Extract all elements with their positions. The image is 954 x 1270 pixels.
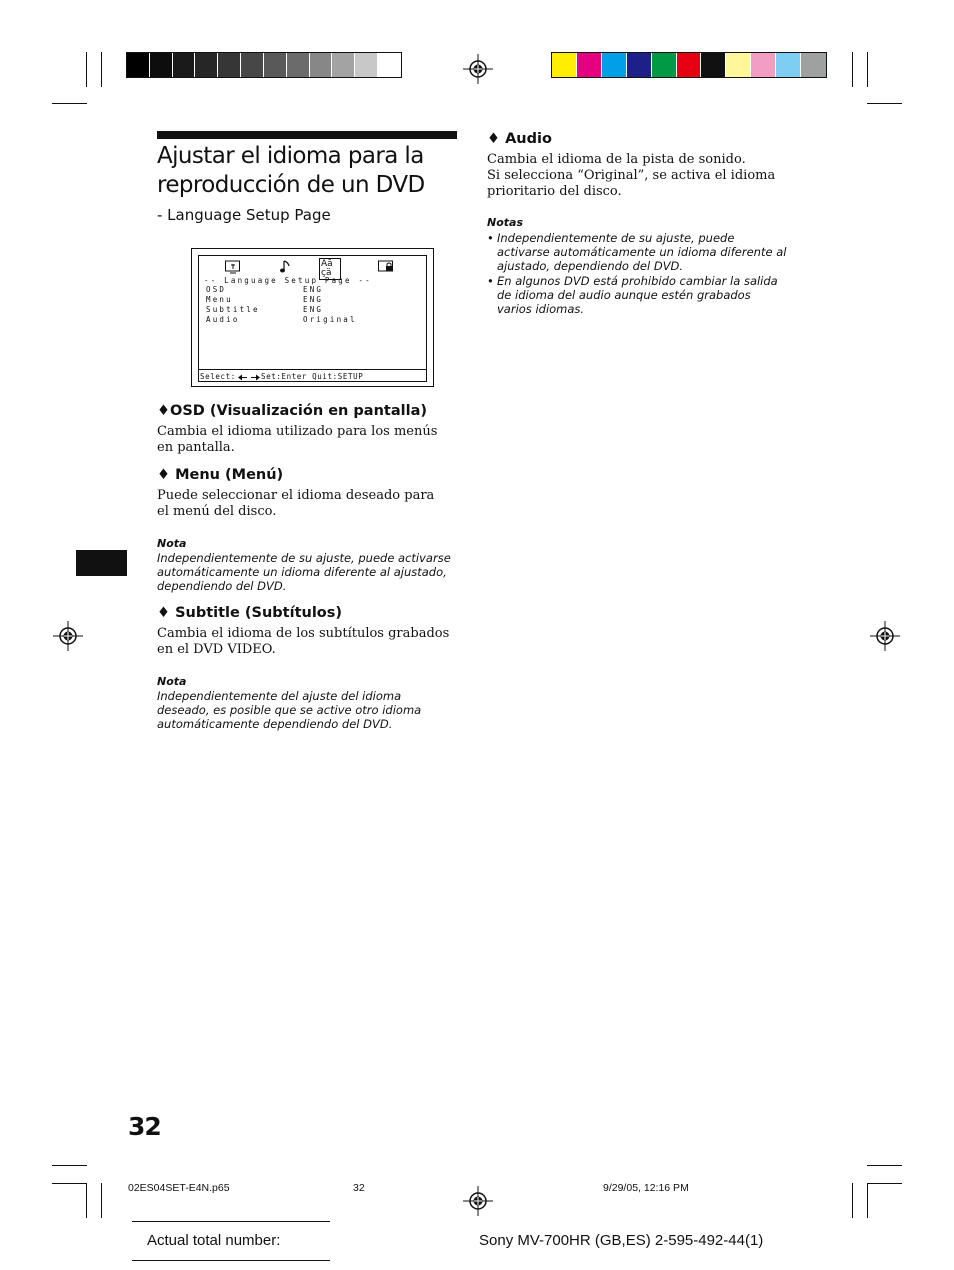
crop-mark bbox=[867, 1183, 902, 1184]
calibration-swatch bbox=[577, 53, 602, 77]
screen-row-value: Original bbox=[303, 315, 357, 324]
screen-row-value: ENG bbox=[303, 285, 324, 294]
diamond-bullet-icon: ♦ bbox=[157, 403, 170, 419]
crop-mark bbox=[52, 1183, 87, 1184]
screen-row-value: ENG bbox=[303, 295, 324, 304]
diamond-bullet-icon: ♦ bbox=[157, 605, 176, 621]
bullet-icon: • bbox=[487, 274, 494, 288]
calibration-swatch bbox=[602, 53, 627, 77]
calibration-swatch bbox=[332, 53, 355, 77]
footer-rule bbox=[132, 1221, 330, 1222]
footer-actual-total: Actual total number: bbox=[147, 1232, 281, 1249]
osd-description: Cambia el idioma utilizado para los menús en pantalla. bbox=[157, 424, 438, 455]
crop-mark bbox=[867, 52, 868, 87]
footer-page: 32 bbox=[353, 1182, 365, 1194]
left-right-arrows-icon bbox=[238, 374, 260, 381]
calibration-swatch bbox=[173, 53, 196, 77]
page-subtitle: - Language Setup Page bbox=[157, 206, 331, 224]
calibration-swatch bbox=[751, 53, 776, 77]
screen-footer-rest: Set:Enter Quit:SETUP bbox=[261, 372, 364, 381]
crop-mark bbox=[852, 52, 853, 87]
audio-note-1: Independientemente de su ajuste, puede activarse automáticamente un idioma diferente al ajustado, dependiendo del DVD. bbox=[497, 231, 787, 273]
crop-mark bbox=[867, 1183, 868, 1218]
calibration-swatch bbox=[627, 53, 652, 77]
gray-calibration-bar bbox=[126, 52, 402, 78]
diamond-bullet-icon: ♦ bbox=[157, 467, 176, 483]
audio-notes-title: Notas bbox=[487, 216, 523, 229]
setup-screen-inner bbox=[198, 255, 427, 382]
section-heading-menu: ♦ Menu (Menú) bbox=[157, 467, 284, 483]
calibration-swatch bbox=[127, 53, 150, 77]
crop-mark bbox=[52, 1165, 87, 1166]
crop-mark bbox=[101, 1183, 102, 1218]
screen-row-label: Subtitle bbox=[206, 305, 260, 314]
bullet-icon: • bbox=[487, 231, 494, 245]
calibration-swatch bbox=[726, 53, 751, 77]
calibration-swatch bbox=[701, 53, 726, 77]
setup-screen-illustration bbox=[191, 248, 434, 387]
calibration-swatch bbox=[150, 53, 173, 77]
calibration-swatch bbox=[776, 53, 801, 77]
screen-row-label: Menu bbox=[206, 295, 233, 304]
calibration-swatch bbox=[241, 53, 264, 77]
screen-row-value: ENG bbox=[303, 305, 324, 314]
crop-mark bbox=[86, 1183, 87, 1218]
crop-mark bbox=[852, 1183, 853, 1218]
registration-target-icon bbox=[463, 54, 493, 84]
footer-rule bbox=[132, 1260, 330, 1261]
calibration-swatch bbox=[287, 53, 310, 77]
menu-note-text: Independientemente de su ajuste, puede activarse automáticamente un idioma diferente al ajustado, dependiendo del DVD. bbox=[157, 551, 451, 593]
page-title: Ajustar el idioma para la reproducción de un DVD bbox=[157, 143, 425, 198]
title-rule bbox=[157, 131, 457, 139]
language-icon: Aā çä bbox=[319, 258, 341, 280]
audio-description-2: Si selecciona “Original”, se activa el idioma prioritario del disco. bbox=[487, 168, 776, 199]
calibration-swatch bbox=[652, 53, 677, 77]
calibration-swatch bbox=[218, 53, 241, 77]
page-number: 32 bbox=[128, 1112, 161, 1141]
calibration-swatch bbox=[677, 53, 702, 77]
music-note-icon bbox=[279, 259, 291, 274]
subtitle-description: Cambia el idioma de los subtítulos grabados en el DVD VIDEO. bbox=[157, 626, 450, 657]
calibration-swatch bbox=[355, 53, 378, 77]
screen-header: -- Language Setup Page -- bbox=[204, 276, 372, 285]
calibration-swatch bbox=[195, 53, 218, 77]
calibration-swatch bbox=[801, 53, 826, 77]
menu-note-title: Nota bbox=[157, 537, 187, 550]
crop-mark bbox=[52, 103, 87, 104]
subtitle-note-text: Independientemente del ajuste del idioma deseado, es posible que se active otro idioma automáticamente dependiendo del DVD. bbox=[157, 689, 422, 731]
crop-mark bbox=[86, 52, 87, 87]
crop-mark bbox=[101, 52, 102, 87]
crop-mark bbox=[867, 1165, 902, 1166]
registration-target-icon bbox=[53, 621, 83, 651]
crop-mark bbox=[867, 103, 902, 104]
section-heading-subtitle: ♦ Subtitle (Subtítulos) bbox=[157, 605, 343, 621]
calibration-swatch bbox=[552, 53, 577, 77]
screen-row-label: OSD bbox=[206, 285, 227, 294]
screen-footer-select: Select: bbox=[200, 372, 236, 381]
audio-note-2: En algunos DVD está prohibido cambiar la salida de idioma del audio aunque estén grabados varios idiomas. bbox=[497, 274, 778, 316]
color-calibration-bar bbox=[551, 52, 827, 78]
footer-file: 02ES04SET-E4N.p65 bbox=[128, 1182, 230, 1194]
registration-target-icon bbox=[463, 1186, 493, 1216]
section-heading-audio: ♦ Audio bbox=[487, 131, 552, 147]
screen-row-label: Audio bbox=[206, 315, 240, 324]
tv-setup-icon bbox=[225, 260, 242, 274]
calibration-swatch bbox=[264, 53, 287, 77]
footer-model: Sony MV-700HR (GB,ES) 2-595-492-44(1) bbox=[479, 1232, 764, 1249]
diamond-bullet-icon: ♦ bbox=[487, 131, 506, 147]
lock-icon bbox=[378, 260, 396, 274]
calibration-swatch bbox=[378, 53, 401, 77]
audio-description-1: Cambia el idioma de la pista de sonido. bbox=[487, 152, 746, 167]
footer-date: 9/29/05, 12:16 PM bbox=[603, 1182, 689, 1194]
menu-description: Puede seleccionar el idioma deseado para el menú del disco. bbox=[157, 488, 435, 519]
section-side-tab bbox=[76, 550, 127, 576]
registration-target-icon bbox=[870, 621, 900, 651]
screen-footer-rule bbox=[199, 369, 426, 370]
subtitle-note-title: Nota bbox=[157, 675, 187, 688]
section-heading-osd: ♦OSD (Visualización en pantalla) bbox=[157, 403, 427, 419]
calibration-swatch bbox=[310, 53, 333, 77]
